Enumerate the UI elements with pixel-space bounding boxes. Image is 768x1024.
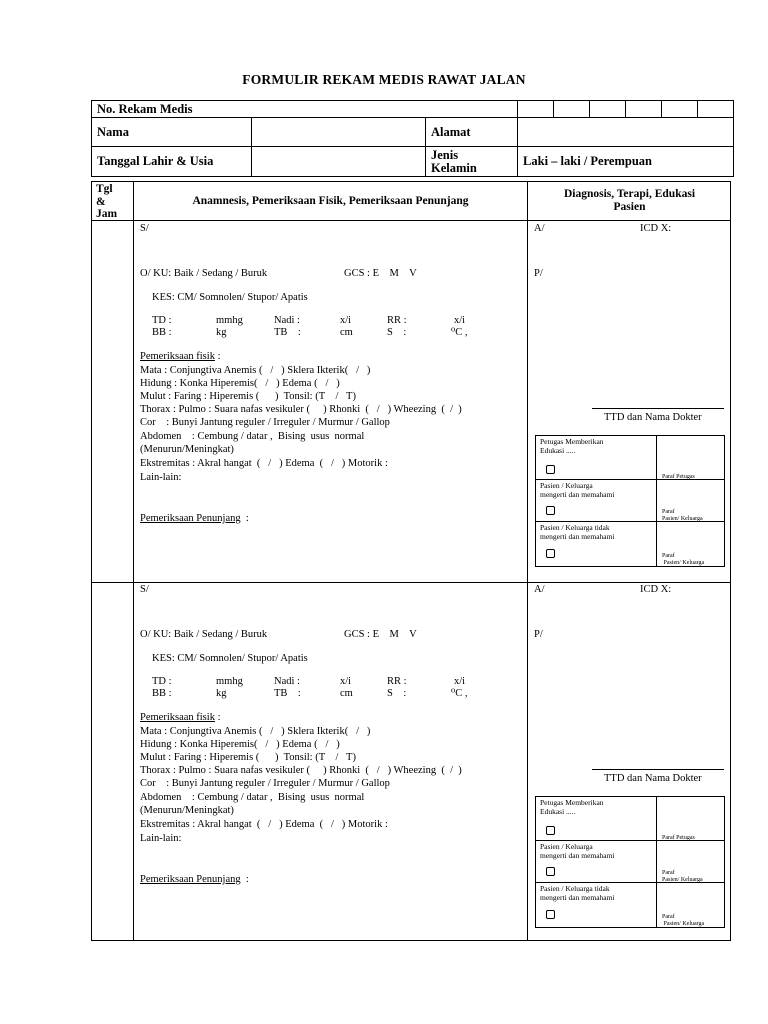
pemeriksaan-fisik-heading	[140, 711, 221, 725]
header-divider	[91, 220, 731, 221]
menurun-line[interactable]: (Menurun/Meningkat)	[140, 444, 234, 455]
mmhg-unit: mmhg	[216, 315, 243, 326]
edukasi-tidak-mengerti-row-label: Pasien / Keluarga tidak mengerti dan memahami	[540, 884, 615, 902]
edukasi-petugas-row-paraf[interactable]: Paraf Petugas	[662, 835, 695, 841]
celsius-unit: ⁰C ,	[451, 688, 468, 699]
plan-label[interactable]: P/	[534, 629, 543, 640]
thorax-line[interactable]: Thorax : Pulmo : Suara nafas vesikuler ( ) Rhonki ( / ) Wheezing ( / )	[140, 404, 462, 415]
nadi-label: Nadi :	[274, 676, 300, 687]
nadi-unit: x/i	[340, 315, 352, 326]
pemeriksaan-penunjang-title: Pemeriksaan Penunjang	[140, 874, 241, 885]
cor-line[interactable]: Cor : Bunyi Jantung reguler / Irreguler / Murmur / Gallop	[140, 417, 390, 428]
pemeriksaan-fisik-title: Pemeriksaan fisik	[140, 351, 215, 362]
checkbox-icon[interactable]	[546, 910, 555, 919]
edukasi-mengerti-row-paraf[interactable]: Paraf Pasien/ Keluarga	[662, 870, 703, 883]
ekstremitas-line[interactable]: Ekstremitas : Akral hangat ( / ) Edema ( / ) Motorik :	[140, 819, 388, 830]
checkbox-icon[interactable]	[546, 465, 555, 474]
kesadaran[interactable]: KES: CM/ Somnolen/ Stupor/ Apatis	[152, 653, 308, 664]
pemeriksaan-fisik-colon: :	[214, 712, 221, 723]
mata-line[interactable]: Mata : Conjungtiva Anemis ( / ) Sklera Ikterik( / )	[140, 726, 371, 737]
form-title: FORMULIR REKAM MEDIS RAWAT JALAN	[242, 72, 526, 87]
mulut-line[interactable]: Mulut : Faring : Hiperemis ( ) Tonsil: (T / T)	[140, 391, 356, 402]
assessment-label[interactable]: A/	[534, 223, 545, 234]
celsius-unit: ⁰C ,	[451, 327, 468, 338]
diagnosis-header: Diagnosis, Terapi, Edukasi Pasien	[563, 188, 696, 213]
gcs-field[interactable]: GCS : E M V	[344, 629, 417, 640]
rr-label: RR :	[387, 315, 407, 326]
pemeriksaan-penunjang-heading[interactable]	[140, 873, 249, 887]
edukasi-petugas-row	[536, 797, 724, 841]
kg-unit: kg	[216, 688, 227, 699]
pemeriksaan-penunjang-colon: :	[240, 513, 249, 524]
jenis-kelamin-options[interactable]: Laki – laki / Perempuan	[518, 147, 734, 177]
ekstremitas-line[interactable]: Ekstremitas : Akral hangat ( / ) Edema ( / ) Motorik :	[140, 458, 388, 469]
edukasi-mengerti-row	[536, 841, 724, 883]
plan-label[interactable]: P/	[534, 268, 543, 279]
td-label: TD :	[152, 676, 172, 687]
bb-label: BB :	[152, 688, 172, 699]
pemeriksaan-fisik-heading	[140, 350, 221, 364]
keadaan-umum[interactable]: O/ KU: Baik / Sedang / Buruk	[140, 629, 268, 640]
divider-tgl	[133, 181, 134, 941]
edukasi-mengerti-row	[536, 480, 724, 522]
edukasi-tidak-mengerti-row-label: Pasien / Keluarga tidak mengerti dan memahami	[540, 523, 615, 541]
tb-label: TB :	[274, 327, 301, 338]
edukasi-tidak-mengerti-row-paraf[interactable]: Paraf Pasien/ Keluarga	[662, 553, 705, 566]
lain-lain-label[interactable]: Lain-lain:	[140, 472, 182, 483]
thorax-line[interactable]: Thorax : Pulmo : Suara nafas vesikuler ( ) Rhonki ( / ) Wheezing ( / )	[140, 765, 462, 776]
pemeriksaan-fisik-title: Pemeriksaan fisik	[140, 712, 215, 723]
cm-unit: cm	[340, 327, 353, 338]
gcs-field[interactable]: GCS : E M V	[344, 268, 417, 279]
rr-label: RR :	[387, 676, 407, 687]
checkbox-icon[interactable]	[546, 506, 555, 515]
nama-label: Nama	[92, 118, 252, 147]
tb-label: TB :	[274, 688, 301, 699]
assessment-label[interactable]: A/	[534, 584, 545, 595]
menurun-line[interactable]: (Menurun/Meningkat)	[140, 805, 234, 816]
lain-lain-label[interactable]: Lain-lain:	[140, 833, 182, 844]
abdomen-line[interactable]: Abdomen : Cembung / datar , Bising usus normal	[140, 792, 365, 803]
jenis-kelamin-label: Jenis Kelamin	[426, 147, 518, 177]
mulut-line[interactable]: Mulut : Faring : Hiperemis ( ) Tonsil: (T / T)	[140, 752, 356, 763]
nama-field[interactable]	[252, 118, 426, 147]
rr-unit: x/i	[454, 676, 466, 687]
bb-label: BB :	[152, 327, 172, 338]
tanggal-lahir-field[interactable]	[252, 147, 426, 177]
edukasi-box	[535, 435, 725, 567]
anamnesis-header: Anamnesis, Pemeriksaan Fisik, Pemeriksaan Penunjang	[192, 195, 469, 207]
rr-unit: x/i	[454, 315, 466, 326]
alamat-field[interactable]	[518, 118, 734, 147]
ttd-dokter-label: TTD dan Nama Dokter	[604, 412, 702, 423]
kesadaran[interactable]: KES: CM/ Somnolen/ Stupor/ Apatis	[152, 292, 308, 303]
icd-label[interactable]: ICD X:	[640, 223, 672, 234]
mmhg-unit: mmhg	[216, 676, 243, 687]
edukasi-tidak-mengerti-row	[536, 883, 724, 929]
no-rekam-medis-boxes[interactable]	[518, 101, 733, 117]
nadi-unit: x/i	[340, 676, 352, 687]
no-rekam-medis-label: No. Rekam Medis	[92, 101, 518, 118]
edukasi-box	[535, 796, 725, 928]
suhu-label: S :	[387, 327, 407, 338]
ttd-dokter-label: TTD dan Nama Dokter	[604, 773, 702, 784]
entry-divider	[91, 582, 731, 583]
pemeriksaan-fisik-colon: :	[214, 351, 221, 362]
cm-unit: cm	[340, 688, 353, 699]
divider-diagnosis	[527, 181, 528, 941]
edukasi-mengerti-row-label: Pasien / Keluarga mengerti dan memahami	[540, 481, 615, 499]
edukasi-petugas-row-label: Petugas Memberikan Edukasi .....	[540, 437, 604, 455]
hidung-line[interactable]: Hidung : Konka Hiperemis( / ) Edema ( / )	[140, 378, 340, 389]
pemeriksaan-penunjang-colon: :	[240, 874, 249, 885]
td-label: TD :	[152, 315, 172, 326]
tgl-jam-header: Tgl & Jam	[96, 183, 118, 220]
nadi-label: Nadi :	[274, 315, 300, 326]
hidung-line[interactable]: Hidung : Konka Hiperemis( / ) Edema ( / )	[140, 739, 340, 750]
keadaan-umum[interactable]: O/ KU: Baik / Sedang / Buruk	[140, 268, 268, 279]
abdomen-line[interactable]: Abdomen : Cembung / datar , Bising usus normal	[140, 431, 365, 442]
edukasi-tidak-mengerti-row	[536, 522, 724, 568]
alamat-label: Alamat	[426, 118, 518, 147]
subjective-label[interactable]: S/	[140, 584, 149, 595]
tanggal-lahir-label: Tanggal Lahir & Usia	[92, 147, 252, 177]
cor-line[interactable]: Cor : Bunyi Jantung reguler / Irreguler / Murmur / Gallop	[140, 778, 390, 789]
subjective-label[interactable]: S/	[140, 223, 149, 234]
pemeriksaan-penunjang-heading[interactable]	[140, 512, 249, 526]
checkbox-icon[interactable]	[546, 867, 555, 876]
checkbox-icon[interactable]	[546, 549, 555, 558]
suhu-label: S :	[387, 688, 407, 699]
signature-line	[592, 408, 724, 409]
pemeriksaan-penunjang-title: Pemeriksaan Penunjang	[140, 513, 241, 524]
edukasi-petugas-row-paraf[interactable]: Paraf Petugas	[662, 474, 695, 480]
kg-unit: kg	[216, 327, 227, 338]
edukasi-tidak-mengerti-row-paraf[interactable]: Paraf Pasien/ Keluarga	[662, 914, 705, 927]
checkbox-icon[interactable]	[546, 826, 555, 835]
edukasi-mengerti-row-paraf[interactable]: Paraf Pasien/ Keluarga	[662, 509, 703, 522]
mata-line[interactable]: Mata : Conjungtiva Anemis ( / ) Sklera Ikterik( / )	[140, 365, 371, 376]
signature-line	[592, 769, 724, 770]
edukasi-petugas-row-label: Petugas Memberikan Edukasi .....	[540, 798, 604, 816]
edukasi-mengerti-row-label: Pasien / Keluarga mengerti dan memahami	[540, 842, 615, 860]
patient-header-table	[91, 100, 734, 177]
edukasi-petugas-row	[536, 436, 724, 480]
icd-label[interactable]: ICD X:	[640, 584, 672, 595]
